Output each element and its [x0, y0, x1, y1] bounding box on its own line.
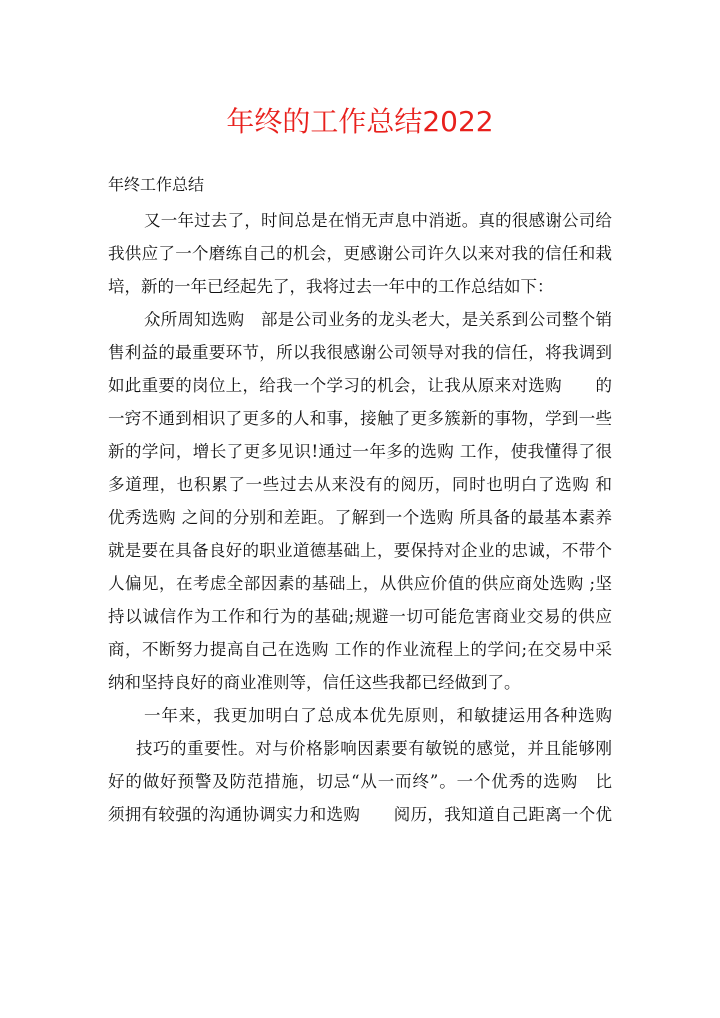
document-subtitle: 年终工作总结	[108, 175, 205, 194]
paragraph-line: 技巧的重要性。对与价格影响因素要有敏锐的感觉，并且能够刚	[136, 739, 612, 758]
paragraph-line: 众所周知选购 部是公司业务的龙头老大，是关系到公司整个销	[144, 310, 612, 329]
paragraph-line: 持以诚信作为工作和行为的基础;规避一切可能危害商业交易的供应	[108, 607, 612, 626]
paragraph-line: 又一年过去了，时间总是在悄无声息中消逝。真的很感谢公司给	[144, 211, 612, 230]
paragraph-line: 如此重要的岗位上，给我一个学习的机会，让我从原来对选购 的	[108, 376, 612, 395]
paragraph-line: 培，新的一年已经起先了，我将过去一年中的工作总结如下：	[108, 277, 554, 296]
document-body	[108, 204, 612, 831]
paragraph-line: 售利益的最重要环节，所以我很感谢公司领导对我的信任，将我调到	[108, 343, 612, 362]
paragraph-line: 一年来，我更加明白了总成本优先原则，和敏捷运用各种选购	[144, 706, 612, 725]
document-title: 年终的工作总结2022	[226, 105, 494, 138]
paragraph-line: 一窍不通到相识了更多的人和事，接触了更多簇新的事物，学到一些	[108, 409, 612, 428]
paragraph-line: 优秀选购 之间的分别和差距。了解到一个选购 所具备的最基本素养	[108, 508, 612, 527]
paragraph-line: 新的学问，增长了更多见识!通过一年多的选购 工作，使我懂得了很	[108, 442, 612, 461]
paragraph-line: 我供应了一个磨练自己的机会，更感谢公司许久以来对我的信任和栽	[108, 244, 612, 263]
paragraph-line: 就是要在具备良好的职业道德基础上，要保持对企业的忠诚，不带个	[108, 541, 612, 560]
paragraph-line: 人偏见，在考虑全部因素的基础上，从供应价值的供应商处选购 ;坚	[108, 574, 612, 593]
paragraph-line: 商，不断努力提高自己在选购 工作的作业流程上的学问;在交易中采	[108, 640, 612, 659]
paragraph-line: 好的做好预警及防范措施，切忌“从一而终”。一个优秀的选购 比	[108, 772, 612, 791]
paragraph-line: 纳和坚持良好的商业准则等，信任这些我都已经做到了。	[108, 673, 521, 692]
paragraph-line: 须拥有较强的沟通协调实力和选购 阅历，我知道自己距离一个优	[108, 805, 612, 824]
paragraph-line: 多道理，也积累了一些过去从来没有的阅历，同时也明白了选购 和	[108, 475, 612, 494]
